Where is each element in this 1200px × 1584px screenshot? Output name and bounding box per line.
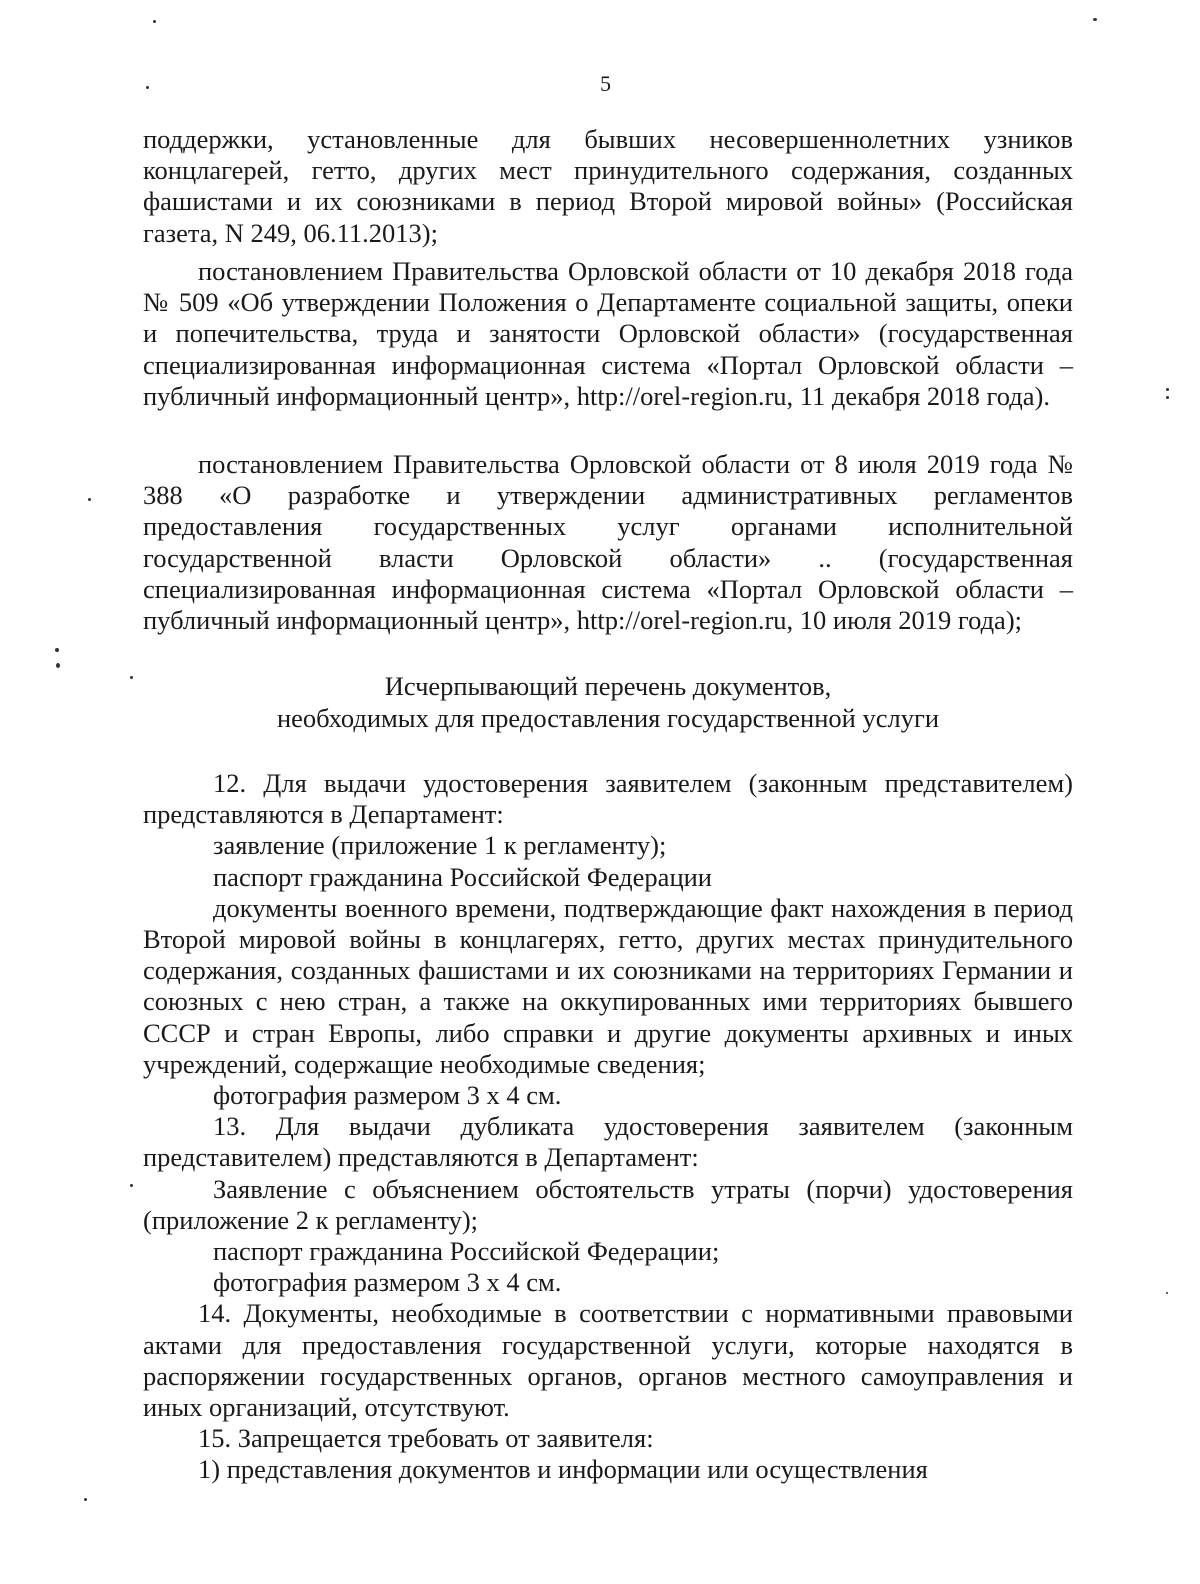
- scan-speck: [88, 498, 91, 501]
- paragraph-resolution-388: [143, 449, 1073, 636]
- documents-list: [143, 768, 1073, 1486]
- list-item: паспорт гражданина Российской Федерации;: [213, 1236, 720, 1267]
- paragraph-resolution-509: [143, 256, 1073, 412]
- scan-speck: [146, 86, 149, 89]
- scan-speck: [130, 1184, 133, 1187]
- paragraph: постановлением Правительства Орловской области от 10 декабря 2018 года № 509 «Об утверждении Положения о Департаменте социальной защиты, опеки и попечительства, труда и занятости Орловской области» (государственная специализированная информационная система «Портал Орловской области – публичный информационный центр», http://orel-region.ru, 11 декабря 2018 года).: [143, 256, 1073, 411]
- list-item: 1) представления документов и информации или осуществления: [198, 1454, 928, 1485]
- list-item: Заявление с объяснением обстоятельств утраты (порчи) удостоверения (приложение 2 к регламенту);: [143, 1173, 1073, 1235]
- paragraph-item-12: 12. Для выдачи удостоверения заявителем (законным представителем) представляются в Департамент:: [143, 768, 1073, 830]
- section-heading-line-2: необходимых для предоставления государственной услуги: [276, 703, 940, 733]
- paragraph-continuation: [143, 124, 1073, 249]
- scan-speck: [1166, 396, 1169, 399]
- scan-speck: [56, 663, 60, 668]
- paragraph: постановлением Правительства Орловской области от 8 июля 2019 года № 388 «О разработке и утверждении административных регламентов предоставления государственных услуг органами исполнительной государственной власти Орловской области» .. (государственная специализированная информационная система «Портал Орловской области – публичный информационный центр», http://orel-region.ru, 10 июля 2019 года);: [143, 449, 1073, 636]
- scan-speck: [130, 676, 133, 679]
- scan-speck: [1166, 388, 1169, 391]
- scan-speck: [1166, 1292, 1168, 1294]
- scan-speck: [153, 20, 156, 23]
- page-number: 5: [600, 71, 611, 96]
- list-item: фотография размером 3 х 4 см.: [213, 1080, 562, 1111]
- scan-speck: [55, 648, 59, 652]
- list-item: документы военного времени, подтверждающие факт нахождения в период Второй мировой войны в концлагерях, гетто, других местах принудительного содержания, созданных фашистами и их союзниками на территориях Германии и союзных с нею стран, а также на оккупированных ими территориях бывшего СССР и стран Европы, либо справки и другие документы архивных и иных учреждений, содержащие необходимые сведения;: [143, 892, 1073, 1079]
- list-item: заявление (приложение 1 к регламенту);: [213, 830, 667, 861]
- list-item: фотография размером 3 х 4 см.: [213, 1267, 562, 1298]
- list-item: паспорт гражданина Российской Федерации: [213, 861, 712, 892]
- paragraph-item-15: 15. Запрещается требовать от заявителя:: [198, 1423, 654, 1454]
- section-heading: [143, 670, 1073, 734]
- section-heading-line-1: Исчерпывающий перечень документов,: [384, 671, 832, 701]
- scan-speck: [84, 1498, 87, 1501]
- paragraph-item-14: 14. Документы, необходимые в соответствии с нормативными правовыми актами для предоставления государственной услуги, которые находятся в распоряжении государственных органов, органов местного самоуправления и иных организаций, отсутствуют.: [143, 1298, 1073, 1423]
- scan-speck: [1093, 18, 1097, 21]
- paragraph-item-13: 13. Для выдачи дубликата удостоверения заявителем (законным представителем) представляются в Департамент:: [143, 1111, 1073, 1173]
- paragraph: поддержки, установленные для бывших несовершеннолетних узников концлагерей, гетто, других мест принудительного содержания, созданных фашистами и их союзниками в период Второй мировой войны» (Российская газета, N 249, 06.11.2013);: [143, 124, 1073, 248]
